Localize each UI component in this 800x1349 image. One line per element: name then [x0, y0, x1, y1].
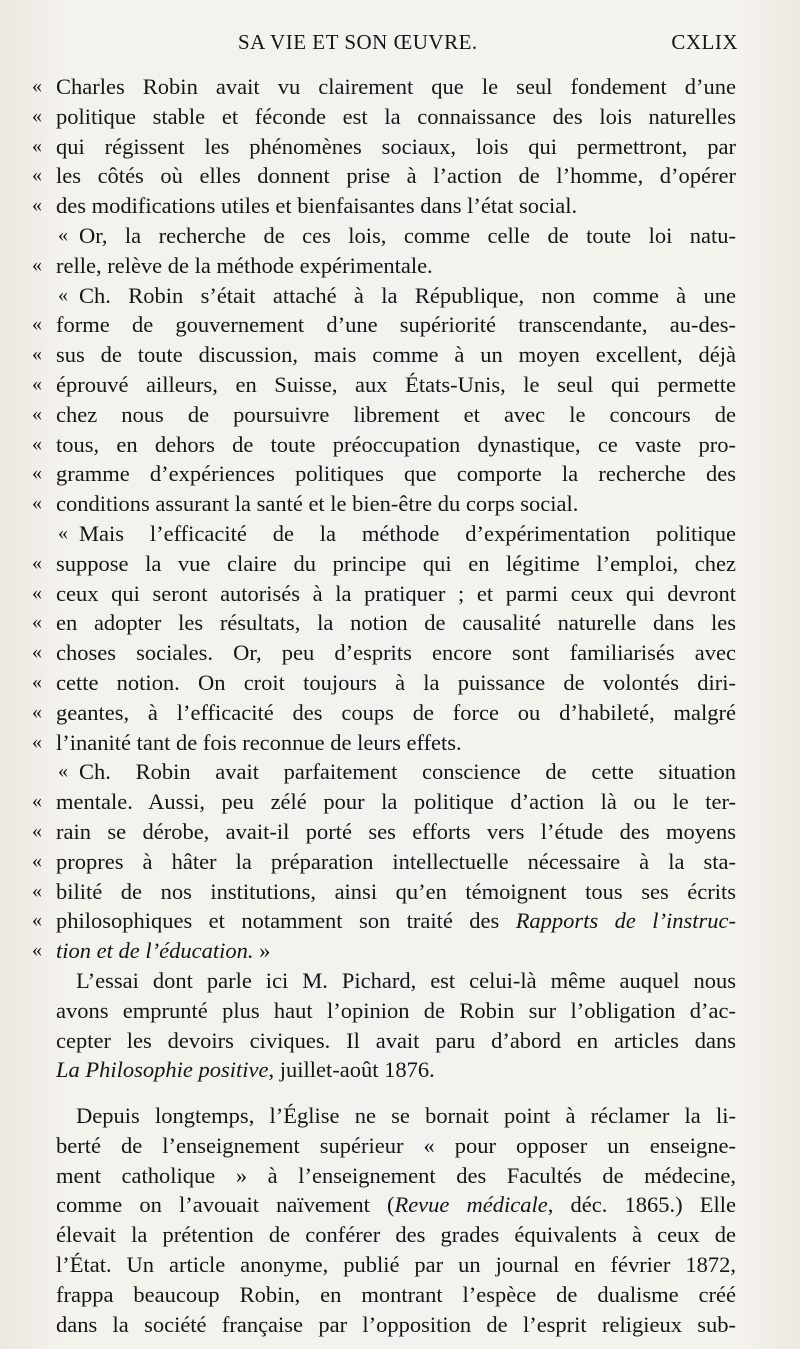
line-text: politique stable et féconde est la connaissance des lois naturelles	[56, 103, 736, 129]
line-text: tous, en dehors de toute préoccupation dynastique, ce vaste pro-	[56, 431, 736, 457]
line-text: frappa beaucoup Robin, en montrant l’espèce de dualisme créé	[56, 1281, 736, 1307]
guillemet: «	[32, 879, 42, 902]
guillemet: «	[32, 611, 42, 634]
line-text	[56, 1055, 736, 1085]
line-text: en adopter les résultats, la notion de causalité naturelle dans les	[56, 610, 736, 636]
text-line	[0, 1220, 800, 1250]
line-text: ment catholique » à l’enseignement des Facultés de médecine,	[56, 1162, 736, 1188]
text-line	[0, 787, 800, 817]
text-line	[0, 459, 800, 489]
guillemet: «	[58, 223, 68, 246]
text-line	[0, 400, 800, 430]
line-text: élevait la prétention de conférer des grades équivalents à ceux de	[56, 1222, 736, 1248]
line-text: Ch. Robin s’était attaché à la République, non comme à une	[79, 282, 736, 308]
text-line	[0, 1131, 800, 1161]
journal-title-italic: La Philosophie positive	[56, 1057, 269, 1083]
text-line	[0, 1250, 800, 1280]
text-line	[0, 430, 800, 460]
line-text: gramme d’expériences politiques que comporte la recherche des	[56, 461, 736, 487]
page-body	[0, 72, 800, 1339]
text-line	[0, 191, 800, 221]
text-line	[0, 161, 800, 191]
text-line	[0, 877, 800, 907]
line-text: relle, relève de la méthode expérimentale.	[56, 252, 433, 278]
text-line	[0, 221, 800, 251]
line-text: Ch. Robin avait parfaitement conscience de cette situation	[79, 759, 736, 785]
guillemet: «	[32, 849, 42, 872]
line-text: avons emprunté plus haut l’opinion de Robin sur l’obligation d’ac-	[56, 997, 736, 1023]
line-text	[56, 936, 736, 966]
guillemet: «	[32, 641, 42, 664]
journal-title-italic: Revue médicale	[394, 1192, 548, 1218]
line-text: l’État. Un article anonyme, publié par un journal en février 1872,	[56, 1252, 736, 1278]
line-text: dans la société française par l’opposition de l’esprit religieux sub-	[56, 1311, 736, 1337]
line-text: geantes, à l’efficacité des coups de force ou d’habileté, malgré	[56, 699, 736, 725]
guillemet: «	[32, 492, 42, 515]
text-line	[0, 1101, 800, 1131]
guillemet: «	[58, 521, 68, 544]
line-text: Mais l’efficacité de la méthode d’expérimentation politique	[79, 520, 736, 546]
line-text: cepter les devoirs civiques. Il avait paru d’abord en articles dans	[56, 1027, 736, 1053]
guillemet: «	[58, 283, 68, 306]
text-line	[0, 579, 800, 609]
guillemet: «	[32, 372, 42, 395]
closing-quote: »	[253, 938, 271, 964]
line-text: bilité de nos institutions, ainsi qu’en témoignent tous ses écrits	[56, 878, 736, 904]
guillemet: «	[32, 402, 42, 425]
text-line	[0, 519, 800, 549]
text-line	[0, 102, 800, 132]
guillemet: «	[32, 670, 42, 693]
line-text-roman: , juillet-août 1876.	[268, 1057, 435, 1083]
line-text: Depuis longtemps, l’Église ne se bornait point à réclamer la li-	[76, 1103, 736, 1129]
line-text: rain se dérobe, avait-il porté ses efforts vers l’étude des moyens	[56, 818, 736, 844]
line-text: les côtés où elles donnent prise à l’action de l’homme, d’opérer	[56, 163, 736, 189]
line-text: ceux qui seront autorisés à la pratiquer ; et parmi ceux qui devront	[56, 580, 736, 606]
text-line	[0, 698, 800, 728]
guillemet: «	[32, 104, 42, 127]
guillemet: «	[32, 194, 42, 217]
text-line	[0, 936, 800, 966]
text-line	[0, 370, 800, 400]
line-text-roman: comme on l’avouait naïvement (	[56, 1192, 395, 1218]
guillemet: «	[58, 760, 68, 783]
page-number: CXLIX	[671, 30, 738, 54]
line-text	[56, 1190, 736, 1220]
guillemet: «	[32, 343, 42, 366]
text-line	[0, 996, 800, 1026]
page-header	[0, 30, 800, 60]
guillemet: «	[32, 432, 42, 455]
text-line	[0, 251, 800, 281]
line-text: forme de gouvernement d’une supériorité transcendante, au-des-	[56, 312, 736, 338]
guillemet: «	[32, 134, 42, 157]
line-text-roman: philosophiques et notamment son traité des	[56, 908, 516, 934]
guillemet: «	[32, 164, 42, 187]
text-line	[0, 638, 800, 668]
text-line	[0, 489, 800, 519]
guillemet: «	[32, 253, 42, 276]
text-line	[0, 549, 800, 579]
text-line	[0, 1310, 800, 1340]
text-line	[0, 817, 800, 847]
line-text: éprouvé ailleurs, en Suisse, aux États-Unis, le seul qui permette	[56, 371, 736, 397]
text-line	[0, 1161, 800, 1191]
running-head: SA VIE ET SON ŒUVRE.	[238, 30, 478, 54]
text-line	[0, 340, 800, 370]
book-title-italic: tion et de l’éducation.	[56, 938, 254, 964]
text-line	[0, 310, 800, 340]
line-text: l’inanité tant de fois reconnue de leurs effets.	[56, 729, 462, 755]
guillemet: «	[32, 819, 42, 842]
line-text: mentale. Aussi, peu zélé pour la politique d’action là ou le ter-	[56, 789, 736, 815]
text-line	[0, 1026, 800, 1056]
paragraph-gap	[0, 1085, 800, 1101]
text-line	[0, 757, 800, 787]
guillemet: «	[32, 700, 42, 723]
line-text: berté de l’enseignement supérieur « pour opposer un enseigne-	[56, 1132, 736, 1158]
guillemet: «	[32, 313, 42, 336]
text-line	[0, 1190, 800, 1220]
text-line	[0, 966, 800, 996]
text-line	[0, 728, 800, 758]
text-line	[0, 906, 800, 936]
text-line	[0, 72, 800, 102]
text-line	[0, 668, 800, 698]
line-text: Or, la recherche de ces lois, comme celle de toute loi natu-	[79, 222, 736, 248]
line-text: L’essai dont parle ici M. Pichard, est celui-là même auquel nous	[76, 967, 736, 993]
text-line	[0, 281, 800, 311]
guillemet: «	[32, 790, 42, 813]
line-text: chez nous de poursuivre librement et avec le concours de	[56, 401, 736, 427]
text-line	[0, 1055, 800, 1085]
text-line	[0, 847, 800, 877]
guillemet: «	[32, 581, 42, 604]
line-text: qui régissent les phénomènes sociaux, lois qui permettront, par	[56, 133, 736, 159]
line-text: conditions assurant la santé et le bien-être du corps social.	[56, 491, 579, 517]
text-line	[0, 1280, 800, 1310]
guillemet: «	[32, 939, 42, 962]
line-text	[56, 906, 736, 936]
guillemet: «	[32, 551, 42, 574]
guillemet: «	[32, 462, 42, 485]
line-text: suppose la vue claire du principe qui en légitime l’emploi, chez	[56, 550, 736, 576]
line-text-roman: , déc. 1865.) Elle	[547, 1192, 736, 1218]
book-title-italic: Rapports de l’instruc-	[515, 908, 737, 934]
line-text: propres à hâter la préparation intellectuelle nécessaire à la sta-	[56, 848, 736, 874]
text-line	[0, 132, 800, 162]
line-text: des modifications utiles et bienfaisantes dans l’état social.	[56, 193, 578, 219]
line-text: cette notion. On croit toujours à la puissance de volontés diri-	[56, 669, 736, 695]
guillemet: «	[32, 730, 42, 753]
guillemet: «	[32, 909, 42, 932]
line-text: Charles Robin avait vu clairement que le seul fondement d’une	[56, 74, 736, 99]
text-line	[0, 608, 800, 638]
guillemet: «	[32, 75, 42, 97]
line-text: sus de toute discussion, mais comme à un moyen excellent, déjà	[56, 342, 736, 368]
line-text: choses sociales. Or, peu d’esprits encore sont familiarisés avec	[56, 640, 736, 666]
